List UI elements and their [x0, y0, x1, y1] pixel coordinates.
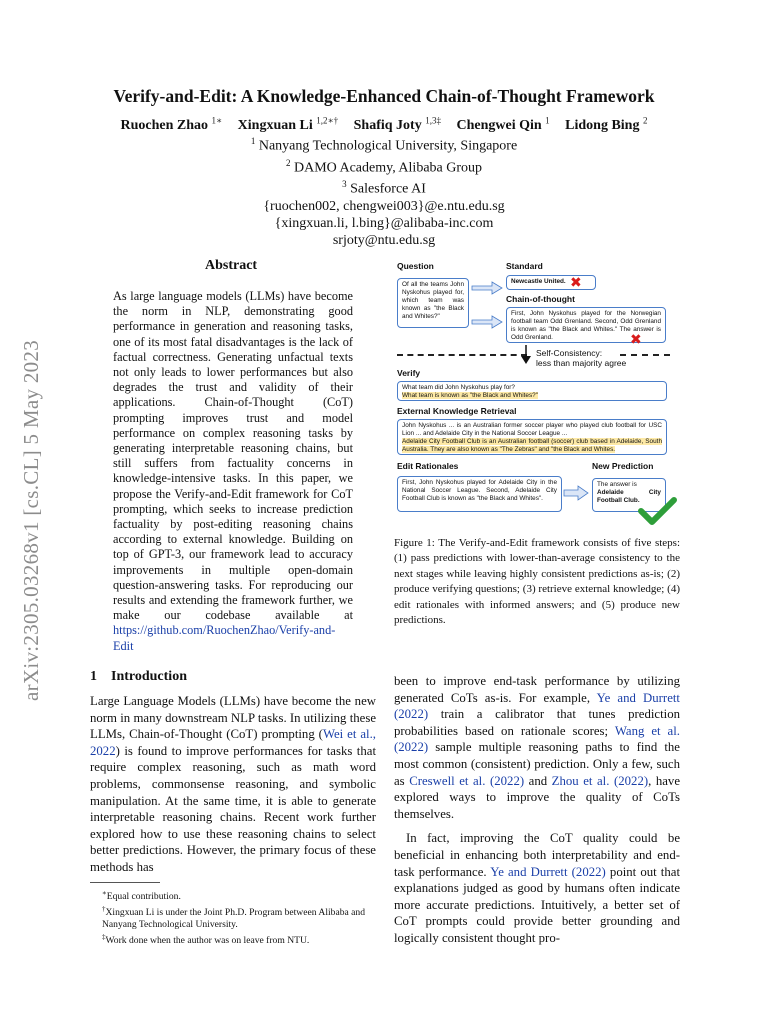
citation-year[interactable]: (2022) [613, 773, 649, 788]
author: Shafiq Joty $^{1,3\ddagger}$ [353, 115, 441, 133]
affiliations [0, 133, 768, 249]
author: Lidong Bing $^2$ [565, 115, 648, 133]
correct-check-icon [638, 496, 678, 526]
intro-paragraph: In fact, improving the CoT quality could be beneficial in enhancing both interpretability and end-task performance. Ye and Durrett (2022) point out that explanations judged as good by humans often indicate more accurate predictions. Intuitively, a better set of CoT prompts could provide better grounding and logically consistent thought pro- [394, 831, 680, 945]
dashed-divider-right [620, 354, 670, 356]
label-standard: Standard [506, 261, 543, 271]
wrong-x-icon: ✖ [630, 331, 642, 347]
footnotes [90, 887, 376, 948]
citation-link[interactable]: Wang et al. [614, 723, 680, 738]
citation-link[interactable]: Creswell et al. [409, 773, 486, 788]
question-box: Of all the teams John Nyskohus played for, which team was known as "the Black and Whites?" [397, 278, 469, 328]
citation-link[interactable]: Zhou et al. [551, 773, 610, 788]
author: Xingxuan Li $^{1,2∗\dagger}$ [237, 115, 339, 133]
edit-rationale-box: First, John Nyskohus played for Adelaide City in the National Soccer League. Second, Adelaide City Football Club is known as "the Black and Whites". [397, 476, 562, 512]
arxiv-identifier [2, 300, 62, 740]
retrieval-box: John Nyskohus ... is an Australian former soccer player who played club football for USC Lion ... and Adelaide City in the National Soccer League ... Adelaide City Football Club is an Australian football (soccer) club based in Adelaide, South Australia. They are also known as "The Zebras" and "the Black and Whites. [397, 419, 667, 455]
label-question: Question [397, 261, 434, 271]
email-line: {ruochen002, chengwei003}@e.ntu.edu.sg [263, 198, 505, 214]
label-cot: Chain-of-thought [506, 294, 575, 304]
new-prediction-box: The answer is Adelaide City Football Club. [592, 478, 666, 512]
consistency-arrow [518, 344, 534, 366]
paper-title: Verify-and-Edit: A Knowledge-Enhanced Chain-of-Thought Framework [113, 86, 655, 106]
figure-caption: Figure 1: The Verify-and-Edit framework consists of five steps: (1) pass predictions with lower-than-average consistency to the next stages while leaving highly consistent predictions as-is; (2) produce verifying questions; (3) retrieve external knowledge; (4) edit rationales with informed answers; and (5) produce new predictions. [394, 537, 680, 627]
label-retrieval: External Knowledge Retrieval [397, 406, 517, 416]
footnote-rule [90, 882, 160, 883]
citation-link[interactable]: Ye and Durrett [490, 864, 568, 879]
figure-1 [394, 258, 684, 528]
author: Chengwei Qin $^1$ [456, 115, 550, 133]
label-new-prediction: New Prediction [592, 461, 654, 471]
label-edit: Edit Rationales [397, 461, 459, 471]
affiliation: $^1$ Nanyang Technological University, Singapore [250, 136, 518, 154]
citation-year[interactable]: (2022) [571, 864, 606, 879]
intro-paragraph: Large Language Models (LLMs) have become the new norm in many downstream NLP tasks. In utilizing these LLMs, Chain-of-Thought (CoT) prompting (Wei et al., 2022) is found to improve performances for tasks that require complex reasoning, such as math word problems, commonsense reasoning, and symbolic manipulation. At the same time, it is able to generate interpretable reasoning chains. Recent work further explored how to use these reasoning chains to select better predictions. However, the primary focus of these methods has [90, 694, 376, 874]
codebase-link[interactable]: https://github.com/RuochenZhao/Verify-and-Edit [113, 623, 336, 653]
label-self-consistency: Self-Consistency: less than majority agree [536, 348, 627, 368]
citation-year[interactable]: (2022) [394, 707, 429, 722]
footnote: †Xingxuan Li is under the Joint Ph.D. Program between Alibaba and Nanyang Technological University. [102, 905, 366, 931]
section-heading-introduction: 1 Introduction [90, 669, 187, 684]
dashed-divider-left [397, 354, 527, 356]
intro-paragraph: been to improve end-task performance by utilizing generated CoTs as-is. For example, Ye and Durrett (2022) train a calibrator that tunes prediction probabilities based on rationale scores; Wang et al. (2022) sample multiple reasoning paths to find the most common (consistent) prediction. Only a few, such as Creswell et al. (2022) and Zhou et al. (2022), have explored ways to improve the quality of CoTs themselves. [394, 674, 681, 821]
abstract-body [113, 289, 353, 654]
affiliation: $^2$ DAMO Academy, Alibaba Group [285, 157, 483, 176]
author-list [0, 115, 768, 134]
cot-box: First, John Nyskohus played for the Norwegian football team Odd Grenland. Second, Odd Grenland is known as "the Black and Whites." The answer is Odd Grenland. [506, 307, 666, 343]
author: Ruochen Zhao $^{1∗}$ [120, 115, 223, 133]
affiliation: $^3$ Salesforce AI [342, 179, 426, 197]
footnote: ∗Equal contribution. [102, 889, 181, 903]
edit-to-prediction-arrow [562, 484, 592, 504]
abstract-text: As large language models (LLMs) have become the norm in NLP, demonstrating good performance in generation and reasoning tasks, one of its most fatal disadvantages is the lack of factual correctness. Generating unfactual texts not only leads to lower performances but also degrades the trust and validity of their applications. Chain-of-Thought (CoT) prompting improves trust and model performance on complex reasoning tasks by generating interpretable reasoning chains, but still suffers from factuality concerns in knowledge-intensive tasks. In this paper, we propose the Verify-and-Edit framework for CoT prompting, which seeks to increase prediction factuality by post-editing reasoning chains according to external knowledge. Building on top of GPT-3, our framework lead to accuracy improvements in multiple open-domain question-answering tasks. For reproducing our results and extending the framework further, we make our codebase available at [113, 289, 353, 623]
citation-year[interactable]: (2022) [489, 773, 525, 788]
abstract-heading: Abstract [205, 258, 258, 273]
citation-link[interactable]: Ye and Durrett [596, 690, 680, 705]
arxiv-id-text: arXiv:2305.03268v1 [cs.CL] 5 May 2023 [19, 339, 44, 701]
verify-questions-box: What team did John Nyskohus play for? What team is known as "the Black and Whites?" [397, 381, 667, 401]
footnote: ‡Work done when the author was on leave from NTU. [102, 933, 310, 947]
intro-column-2 [394, 673, 680, 947]
citation-year[interactable]: (2022) [394, 740, 429, 755]
email-line: srjoty@ntu.edu.sg [332, 232, 436, 248]
standard-answer-box: Newcastle United. [506, 275, 596, 290]
label-verify: Verify [397, 368, 421, 378]
email-line: {xingxuan.li, l.bing}@alibaba-inc.com [274, 215, 494, 231]
intro-column-1 [90, 693, 376, 876]
citation-link[interactable]: Wei et al., 2022 [90, 727, 376, 758]
wrong-x-icon: ✖ [570, 274, 582, 290]
flow-arrows [470, 278, 506, 338]
